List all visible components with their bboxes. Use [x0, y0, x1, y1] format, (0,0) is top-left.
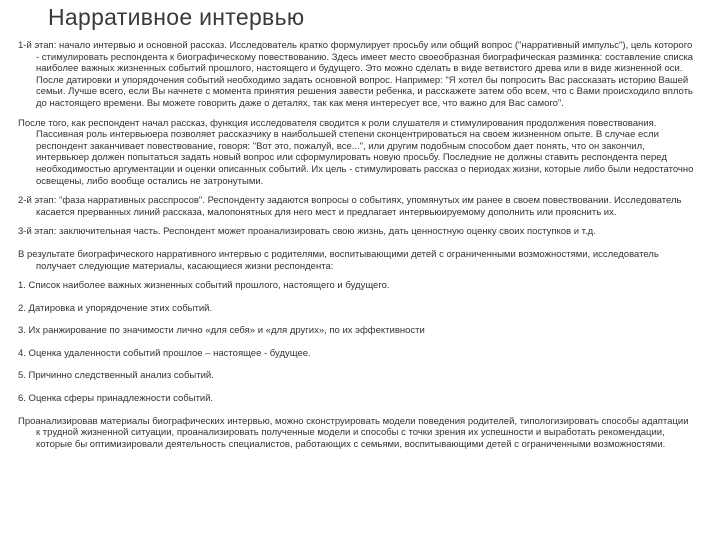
paragraph-stage-1: 1-й этап: начало интервью и основной рассказ. Исследователь кратко формулирует просьбу или общий вопрос ("нарративный импульс"), цель которого - стимулировать респондента к биографическому повествованию. Здесь имеет место своеобразная биографическая разминка: составление списка наиболее важных жизненных событий прошлого, настоящего и будущего. Это можно сделать в виде ветвистого древа или в виде жизненной оси. После датировки и упорядочения событий необходимо задать основной вопрос. Например: "Я хотел бы попросить Вас рассказать историю Вашей семьи. Лучше всего, если Вы начнете с момента принятия решения завести ребенка, и расскажете затем обо всем, что с Вами происходило вплоть до настоящего времени. Вы можете говорить даже о деталях, так как меня интересует все, что важно для Вас самого". [18, 40, 694, 109]
paragraph-results-intro: В результате биографического нарративного интервью с родителями, воспитывающими детей с ограниченными возможностями, исследователь получает следующие материалы, касающиеся жизни респондента: [18, 248, 659, 272]
paragraph-conclusion: Проанализировав материалы биографических интервью, можно сконструировать модели поведения родителей, типологизировать способы адаптации к трудной жизненной ситуации, проанализировать полученные модели и способы с точки зрения их успешности и выработать рекомендации, которые бы оптимизировали деятельность специалистов, работающих с семьями, воспитывающими детей с ограниченными возможностями. [18, 415, 689, 450]
list-item-3: 3. Их ранжирование по значимости лично «для себя» и «для других», по их эффективности [18, 325, 425, 337]
list-item-1: 1. Список наиболее важных жизненных событий прошлого, настоящего и будущего. [18, 280, 390, 292]
list-item-5: 5. Причинно следственный анализ событий. [18, 370, 214, 382]
list-item-2: 2. Датировка и упорядочение этих событий. [18, 302, 213, 314]
paragraph-stage-3: 3-й этап: заключительная часть. Респондент может проанализировать свою жизнь, дать ценностную оценку своих поступков и т.д. [18, 226, 596, 238]
list-item-6: 6. Оценка сферы принадлежности событий. [18, 393, 214, 405]
paragraph-stage-2: 2-й этап: "фаза нарративных расспросов". Респонденту задаются вопросы о событиях, упомянутых им ранее в своем повествовании. Исследователь касается прерванных линий рассказа, малопонятных для него мест и предлагает интервьюируемому дополнить или прояснить их. [18, 195, 682, 218]
slide-body [18, 40, 694, 458]
paragraph-listener-role: После того, как респондент начал рассказ, функция исследователя сводится к роли слушателя и стимулирования продолжения повествования. Пассивная роль интервьюера позволяет рассказчику в наибольшей степени сконцентрироваться на своем жизненном опыте. В случае если респондент заканчивает повествование, говоря: "Вот это, пожалуй, все...", или другим подобным способом дает понять, что он закончил, интервьюер должен попытаться задать новый вопрос или сформулировать новую просьбу. Последние не должны ставить респондента перед необходимостью аргументации и оценки описанных событий. Их цель - стимулировать рассказ о периодах жизни, которые либо были недостаточно освещены, либо вообще остались не затронутыми. [18, 117, 694, 187]
slide-title: Нарративное интервью [48, 4, 305, 30]
list-item-4: 4. Оценка удаленности событий прошлое – настоящее - будущее. [18, 347, 311, 359]
